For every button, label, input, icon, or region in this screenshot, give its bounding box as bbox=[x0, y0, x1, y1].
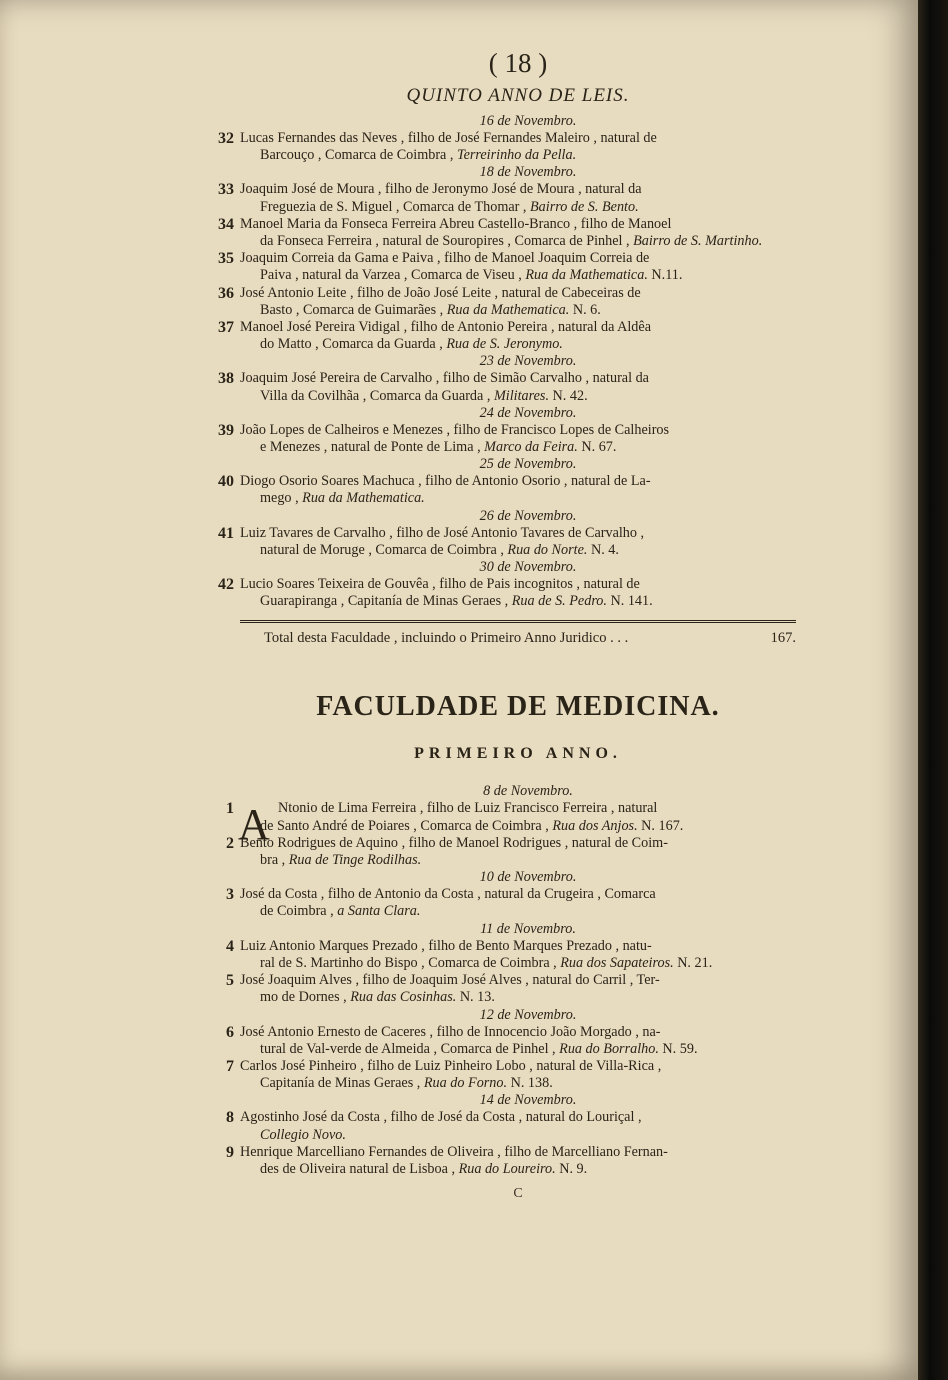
student-entry bbox=[226, 937, 796, 972]
entry-first-line: Henrique Marcelliano Fernandes de Oliveira , filho de Marcelliano Fernan- bbox=[240, 1143, 668, 1160]
entry-number: 7 bbox=[226, 1057, 234, 1075]
entry-address: Bairro de S. Bento. bbox=[530, 198, 639, 215]
entry-first-line: Manoel Maria da Fonseca Ferreira Abreu Castello-Branco , filho de Manoel bbox=[240, 215, 672, 232]
student-entry bbox=[226, 1143, 796, 1178]
entry-address: Rua do Loureiro. bbox=[458, 1160, 556, 1177]
student-entry bbox=[218, 250, 796, 284]
entry-continuation bbox=[240, 1127, 796, 1144]
entry-first-line: Carlos José Pinheiro , filho de Luiz Pinheiro Lobo , natural de Villa-Rica , bbox=[240, 1057, 662, 1074]
entry-address: Rua da Mathematica. bbox=[525, 267, 648, 284]
entry-continuation bbox=[240, 593, 796, 610]
date-heading: 12 de Novembro. bbox=[479, 1006, 577, 1023]
medicine-first-year-list bbox=[226, 783, 796, 1178]
entry-first-line: João Lopes de Calheiros e Menezes , filho de Francisco Lopes de Calheiros bbox=[240, 421, 670, 438]
entry-house-number: N. 21. bbox=[673, 954, 713, 971]
entry-first-line: José Antonio Leite , filho de João José Leite , natural de Cabeceiras de bbox=[240, 284, 641, 301]
total-label: Total desta Faculdade , incluindo o Primeiro Anno Juridico . . . bbox=[264, 630, 629, 647]
entry-house-number: N. 59. bbox=[658, 1040, 698, 1057]
date-heading: 25 de Novembro. bbox=[479, 456, 577, 473]
entry-first-line: Lucas Fernandes das Neves , filho de José Fernandes Maleiro , natural de bbox=[240, 130, 657, 146]
entry-continuation bbox=[240, 903, 796, 920]
entry-text: bra , bbox=[260, 852, 289, 869]
entry-first-line: Ntonio de Lima Ferreira , filho de Luiz Francisco Ferreira , natural bbox=[278, 800, 658, 817]
double-rule bbox=[240, 620, 796, 623]
entry-house-number: N. 42. bbox=[549, 387, 588, 404]
entry-house-number: N. 9. bbox=[555, 1160, 588, 1177]
date-heading: 10 de Novembro. bbox=[479, 869, 577, 886]
faculty-title: FACULDADE DE MEDICINA. bbox=[316, 691, 720, 723]
entry-text: Freguezia de S. Miguel , Comarca de Thomar , bbox=[260, 198, 531, 215]
entry-number: 41 bbox=[218, 524, 234, 542]
entry-continuation bbox=[240, 989, 796, 1006]
faculty-total bbox=[264, 629, 796, 647]
entry-continuation bbox=[240, 542, 796, 559]
student-entry bbox=[218, 524, 796, 559]
running-head: QUINTO ANNO DE LEIS. bbox=[406, 85, 630, 106]
entry-text: Capitanía de Minas Geraes , bbox=[260, 1075, 424, 1092]
entry-address: Militares. bbox=[493, 387, 549, 404]
entry-house-number: N. 67. bbox=[577, 439, 617, 456]
entry-address: Rua de S. Jeronymo. bbox=[446, 336, 563, 353]
year-title: PRIMEIRO ANNO. bbox=[414, 745, 622, 763]
entry-address: a Santa Clara. bbox=[337, 903, 421, 920]
entry-text: Barcouço , Comarca de Coimbra , bbox=[260, 147, 457, 164]
entry-first-line: Joaquim José Pereira de Carvalho , filho de Simão Carvalho , natural da bbox=[240, 370, 649, 387]
entry-first-line: Joaquim Correia da Gama e Paiva , filho de Manoel Joaquim Correia de bbox=[240, 250, 650, 267]
entry-text: natural de Moruge , Comarca de Coimbra , bbox=[260, 541, 508, 558]
date-heading: 18 de Novembro. bbox=[479, 164, 577, 181]
entry-number: 32 bbox=[218, 130, 234, 147]
entry-text: da Fonseca Ferreira , natural de Souropires , Comarca de Pinhel , bbox=[260, 233, 634, 250]
entry-continuation bbox=[240, 818, 796, 835]
entry-address: Rua das Cosinhas. bbox=[350, 989, 457, 1006]
entry-number: 36 bbox=[218, 284, 234, 302]
entry-address: Rua do Forno. bbox=[423, 1075, 508, 1092]
entry-text: mo de Dornes , bbox=[260, 989, 351, 1006]
entry-continuation bbox=[240, 1161, 796, 1178]
entry-continuation bbox=[240, 852, 796, 869]
entry-first-line: Luiz Antonio Marques Prezado , filho de Bento Marques Prezado , natu- bbox=[240, 937, 652, 954]
student-entry bbox=[226, 972, 796, 1006]
entry-continuation bbox=[240, 490, 796, 507]
date-heading: 11 de Novembro. bbox=[480, 920, 576, 937]
entry-continuation bbox=[240, 1041, 796, 1058]
entry-first-line: José Joaquim Alves , filho de Joaquim José Alves , natural do Carril , Ter- bbox=[240, 972, 660, 989]
entry-number: 42 bbox=[218, 576, 234, 594]
entry-first-line: Luiz Tavares de Carvalho , filho de José Antonio Tavares de Carvalho , bbox=[240, 524, 645, 541]
entry-text: mego , bbox=[260, 490, 303, 507]
entry-first-line: José Antonio Ernesto de Caceres , filho de Innocencio João Morgado , na- bbox=[240, 1023, 661, 1040]
entry-text: Villa da Covilhãa , Comarca da Guarda , bbox=[260, 387, 494, 404]
entry-address: Rua dos Sapateiros. bbox=[560, 954, 674, 971]
entry-number: 34 bbox=[218, 215, 234, 233]
entry-number: 33 bbox=[218, 181, 234, 199]
entry-address: Rua dos Anjos. bbox=[552, 817, 638, 834]
book-edge bbox=[918, 0, 948, 1380]
entry-address: Rua do Norte. bbox=[507, 541, 588, 558]
student-entry bbox=[218, 215, 796, 250]
entry-house-number: N. 141. bbox=[606, 593, 653, 610]
entry-house-number: N. 167. bbox=[637, 817, 684, 834]
entry-number: 2 bbox=[226, 834, 234, 852]
entry-number: 1 bbox=[226, 800, 234, 818]
entry-continuation bbox=[240, 439, 796, 456]
entry-text: do Matto , Comarca da Guarda , bbox=[260, 336, 447, 353]
entry-continuation bbox=[240, 336, 796, 353]
student-entry bbox=[226, 1023, 796, 1058]
entry-first-line: Joaquim José de Moura , filho de Jeronymo José de Moura , natural da bbox=[240, 181, 642, 198]
drop-cap: A bbox=[238, 800, 270, 850]
student-entry bbox=[218, 370, 796, 404]
student-entry bbox=[218, 576, 796, 610]
student-entry bbox=[226, 1057, 796, 1092]
entry-address: Collegio Novo. bbox=[260, 1126, 346, 1143]
entry-continuation bbox=[240, 955, 796, 972]
entry-number: 3 bbox=[226, 886, 234, 904]
student-entry bbox=[218, 284, 796, 319]
entry-number: 39 bbox=[218, 421, 234, 439]
entry-text: Paiva , natural da Varzea , Comarca de Viseu , bbox=[260, 267, 526, 284]
student-entry bbox=[218, 130, 796, 164]
date-heading: 16 de Novembro. bbox=[479, 113, 577, 129]
date-heading: 26 de Novembro. bbox=[479, 507, 577, 524]
entry-continuation bbox=[240, 388, 796, 405]
entry-continuation bbox=[240, 147, 796, 164]
entry-first-line: Bento Rodrigues de Aquino , filho de Manoel Rodrigues , natural de Coim- bbox=[240, 834, 668, 851]
student-entry bbox=[226, 886, 796, 920]
student-entry bbox=[218, 181, 796, 215]
law-fifth-year-list bbox=[218, 113, 796, 610]
date-heading: 8 de Novembro. bbox=[483, 783, 573, 800]
total-value: 167. bbox=[770, 630, 796, 647]
entry-text: e Menezes , natural de Ponte de Lima , bbox=[260, 439, 485, 456]
entry-first-line: José da Costa , filho de Antonio da Costa , natural da Crugeira , Comarca bbox=[240, 886, 656, 903]
entry-continuation bbox=[240, 267, 796, 284]
entry-house-number: N. 4. bbox=[587, 541, 619, 558]
entry-address: Rua de Tinge Rodilhas. bbox=[288, 852, 422, 869]
entry-text: Guarapiranga , Capitanía de Minas Geraes , bbox=[260, 593, 512, 610]
entry-house-number: N. 13. bbox=[456, 989, 495, 1006]
entry-first-line: Diogo Osorio Soares Machuca , filho de Antonio Osorio , natural de La- bbox=[240, 473, 651, 490]
entry-number: 9 bbox=[226, 1143, 234, 1161]
page-number: ( 18 ) bbox=[488, 48, 548, 78]
student-entry bbox=[226, 1109, 796, 1143]
entry-house-number: N. 6. bbox=[569, 301, 601, 318]
entry-house-number: N. 138. bbox=[507, 1075, 553, 1092]
entry-text: tural de Val-verde de Almeida , Comarca de Pinhel , bbox=[260, 1040, 560, 1057]
date-heading: 24 de Novembro. bbox=[479, 404, 577, 421]
entry-number: 6 bbox=[226, 1023, 234, 1041]
catchword: C bbox=[513, 1186, 523, 1202]
entry-continuation bbox=[240, 199, 796, 216]
entry-continuation bbox=[240, 233, 796, 250]
date-heading: 30 de Novembro. bbox=[479, 559, 577, 576]
entry-number: 8 bbox=[226, 1109, 234, 1127]
entry-continuation bbox=[240, 1075, 796, 1092]
entry-first-line: Agostinho José da Costa , filho de José da Costa , natural do Louriçal , bbox=[240, 1109, 642, 1126]
student-entry bbox=[226, 834, 796, 869]
entry-first-line: Manoel José Pereira Vidigal , filho de Antonio Pereira , natural da Aldêa bbox=[240, 319, 651, 336]
entry-address: Rua de S. Pedro. bbox=[511, 593, 607, 610]
entry-address: Terreirinho da Pella. bbox=[456, 147, 577, 164]
entry-text: ral de S. Martinho do Bispo , Comarca de Coimbra , bbox=[260, 954, 561, 971]
student-entry bbox=[218, 473, 796, 507]
entry-text: de Santo André de Poiares , Comarca de Coimbra , bbox=[260, 817, 553, 834]
entry-text: des de Oliveira natural de Lisboa , bbox=[260, 1160, 459, 1177]
student-entry bbox=[218, 319, 796, 353]
entry-house-number: N.11. bbox=[647, 267, 683, 284]
entry-address: Marco da Feira. bbox=[484, 439, 578, 456]
entry-number: 37 bbox=[218, 319, 234, 337]
entry-text: Basto , Comarca de Guimarães , bbox=[260, 301, 447, 318]
entry-number: 38 bbox=[218, 370, 234, 388]
entry-number: 40 bbox=[218, 473, 234, 491]
entry-first-line: Lucio Soares Teixeira de Gouvêa , filho de Pais incognitos , natural de bbox=[240, 576, 640, 593]
entry-continuation bbox=[240, 302, 796, 319]
entry-address: Bairro de S. Martinho. bbox=[633, 233, 763, 250]
date-heading: 23 de Novembro. bbox=[479, 353, 577, 370]
entry-text: de Coimbra , bbox=[260, 903, 338, 920]
entry-number: 35 bbox=[218, 250, 234, 268]
date-heading: 14 de Novembro. bbox=[479, 1092, 577, 1109]
entry-address: Rua do Borralho. bbox=[559, 1040, 659, 1057]
entry-number: 4 bbox=[226, 937, 234, 955]
student-entry bbox=[218, 421, 796, 456]
entry-address: Rua da Mathematica. bbox=[446, 301, 570, 318]
entry-address: Rua da Mathematica. bbox=[302, 490, 425, 507]
entry-number: 5 bbox=[226, 972, 234, 990]
page-content bbox=[218, 48, 796, 1202]
